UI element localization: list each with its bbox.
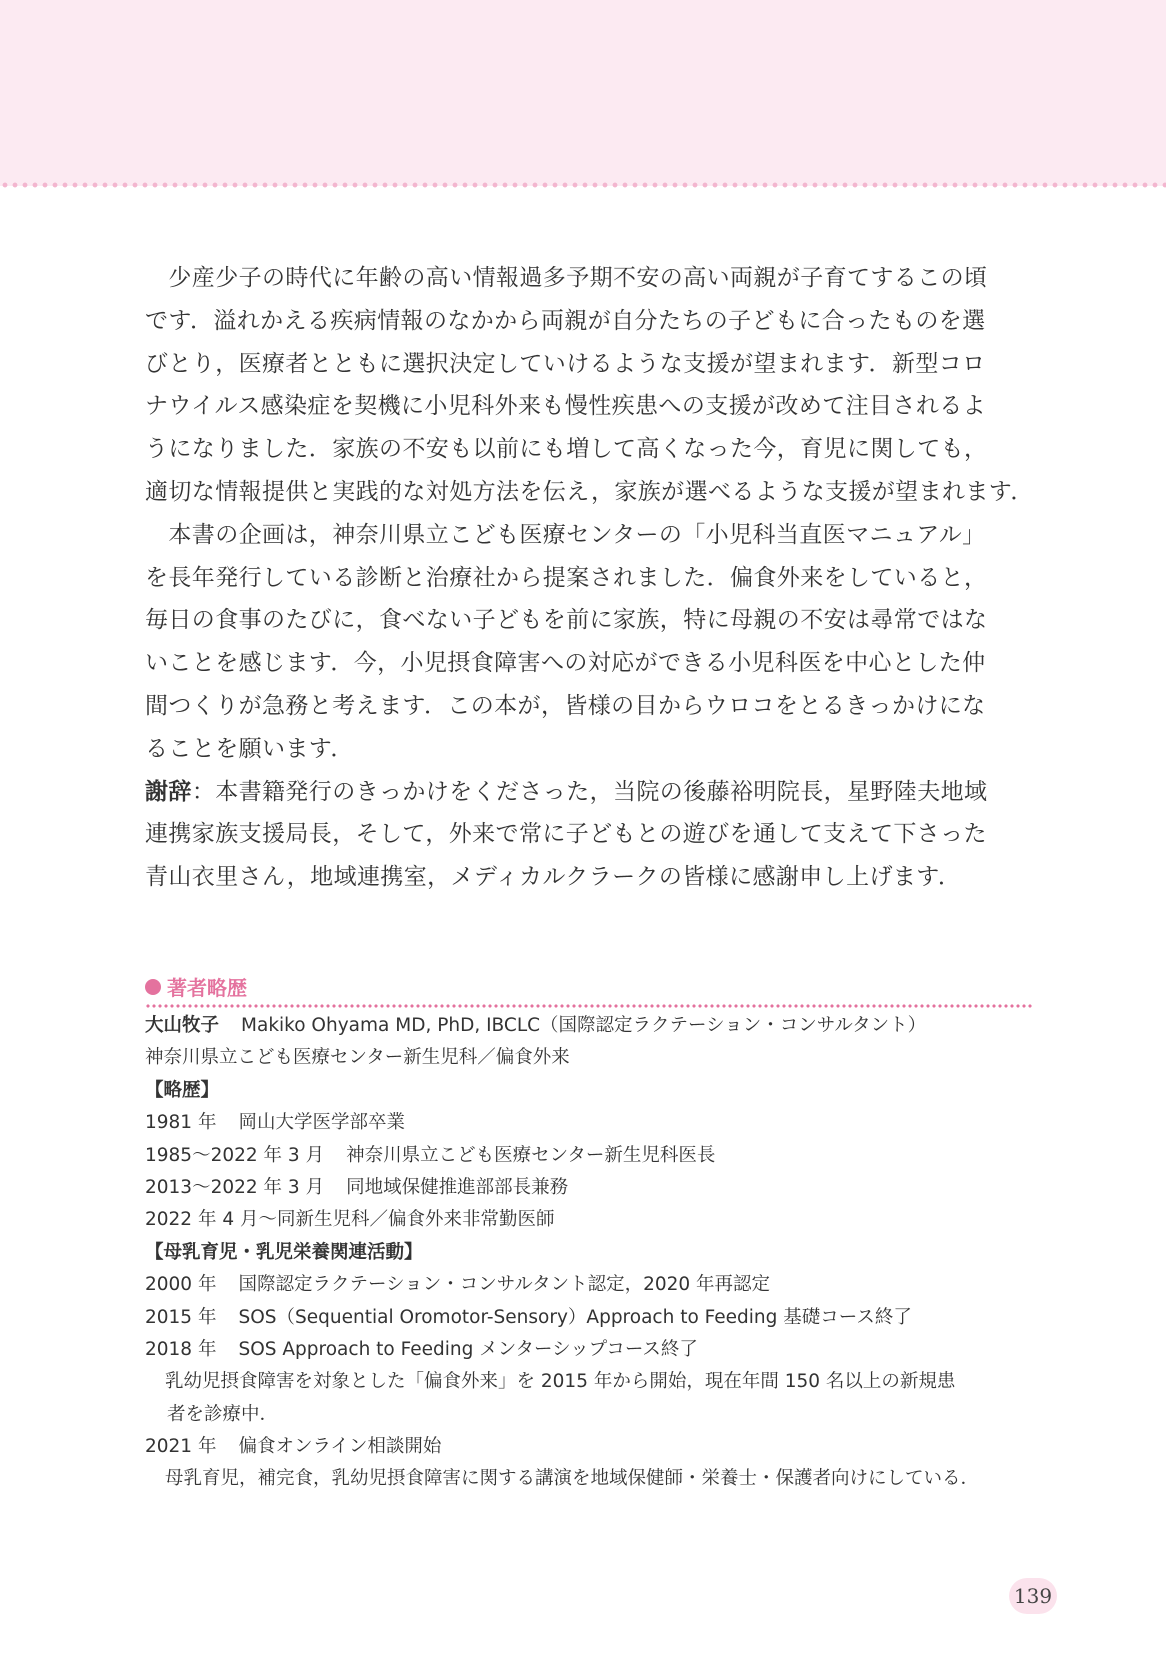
author-affiliation: 神奈川県立こども医療センター新生児科／偏食外来 bbox=[145, 1047, 570, 1069]
preface-line: です．溢れかえる疾病情報のなかから両親が自分たちの子どもに合ったものを選 bbox=[145, 307, 986, 334]
career-item bbox=[145, 1204, 1045, 1236]
career-year: 1985～2022 年 3 月 bbox=[145, 1144, 325, 1166]
section-dotted-rule bbox=[145, 1004, 1033, 1008]
author-profile-heading bbox=[145, 972, 1035, 1004]
activity-note-line: 者を診療中． bbox=[167, 1403, 279, 1425]
preface-line: 間つくりが急務と考えます．この本が，皆様の目からウロコをとるきっかけにな bbox=[145, 692, 986, 719]
preface-line: ることを願います． bbox=[145, 735, 354, 762]
activity-note-line: 母乳育児，補完食，乳幼児摂食障害に関する講演を地域保健師・栄養士・保護者向けにしている． bbox=[165, 1468, 980, 1490]
career-item bbox=[145, 1140, 1045, 1172]
career-item bbox=[145, 1172, 1045, 1204]
activity-text: 国際認定ラクテーション・コンサルタント認定，2020 年再認定 bbox=[238, 1274, 771, 1296]
header-band bbox=[0, 0, 1166, 186]
activity-text: SOS Approach to Feeding メンターシップコース終了 bbox=[238, 1338, 698, 1360]
career-item bbox=[145, 1107, 1045, 1139]
career-year: 2022 年 4 月～同新生児科／偏食外来非常勤医師 bbox=[145, 1209, 555, 1231]
thanks-text: ：本書籍発行のきっかけをくださった，当院の後藤裕明院長，星野陸夫地域 bbox=[191, 778, 988, 805]
author-profile bbox=[145, 1010, 1045, 1496]
preface-line: 適切な情報提供と実践的な対処方法を伝え，家族が選べるような支援が望まれます． bbox=[145, 478, 1034, 505]
activity-year: 2015 年 bbox=[145, 1306, 217, 1328]
activity-note-line: 乳幼児摂食障害を対象とした「偏食外来」を 2015 年から開始，現在年間 150 名以上の新規患 bbox=[165, 1371, 956, 1393]
preface-line: びとり，医療者とともに選択決定していけるような支援が望まれます．新型コロ bbox=[145, 350, 986, 377]
author-name-row bbox=[145, 1010, 1045, 1042]
preface-line: うになりました．家族の不安も以前にも増して高くなった今，育児に関しても， bbox=[145, 436, 988, 463]
preface-line: ナウイルス感染症を契機に小児科外来も慢性疾患への支援が改めて注目されるよ bbox=[145, 393, 987, 420]
activity-item bbox=[145, 1431, 1045, 1463]
career-year: 2013～2022 年 3 月 bbox=[145, 1176, 325, 1198]
activity-item bbox=[145, 1269, 1045, 1301]
header-dotted-border bbox=[0, 181, 1166, 189]
career-text: 同地域保健推進部部長兼務 bbox=[346, 1176, 569, 1198]
activity-year: 2000 年 bbox=[145, 1274, 217, 1296]
activities-heading: 【母乳育児・乳児栄養関連活動】 bbox=[145, 1241, 423, 1263]
author-name-en: Makiko Ohyama MD, PhD, IBCLC（国際認定ラクテーション・コンサルタント） bbox=[241, 1015, 927, 1036]
activity-text: 偏食オンライン相談開始 bbox=[238, 1436, 442, 1458]
preface-line: 本書の企画は，神奈川県立こども医療センターの「小児科当直医マニュアル」 bbox=[145, 521, 986, 548]
career-heading: 【略歴】 bbox=[145, 1079, 220, 1101]
preface-line: 毎日の食事のたびに，食べない子どもを前に家族，特に母親の不安は尋常ではな bbox=[145, 607, 988, 634]
activity-year: 2018 年 bbox=[145, 1338, 217, 1360]
preface-body bbox=[145, 257, 1045, 899]
section-title: 著者略歴 bbox=[167, 976, 247, 1000]
activity-year: 2021 年 bbox=[145, 1436, 217, 1458]
preface-line: を長年発行している診断と治療社から提案されました．偏食外来をしていると， bbox=[145, 564, 988, 591]
thanks-line bbox=[145, 771, 1045, 814]
thanks-line: 連携家族支援局長，そして，外来で常に子どもとの遊びを通して支えて下さった bbox=[145, 821, 987, 848]
thanks-label: 謝辞 bbox=[145, 778, 192, 805]
activity-item bbox=[145, 1302, 1045, 1334]
activity-text: SOS（Sequential Oromotor-Sensory）Approach to Feeding 基礎コース終了 bbox=[238, 1306, 912, 1328]
author-name: 大山牧子 bbox=[145, 1015, 220, 1036]
page-number: 139 bbox=[1009, 1578, 1057, 1614]
preface-line: 少産少子の時代に年齢の高い情報過多予期不安の高い両親が子育てするこの頃 bbox=[145, 265, 988, 291]
career-year: 1981 年 bbox=[145, 1112, 217, 1134]
activity-item bbox=[145, 1334, 1045, 1366]
bullet-dot-icon bbox=[145, 979, 161, 995]
preface-line: いことを感じます．今，小児摂食障害への対応ができる小児科医を中心とした仲 bbox=[145, 650, 986, 677]
career-text: 神奈川県立こども医療センター新生児科医長 bbox=[346, 1144, 716, 1166]
thanks-line: 青山衣里さん，地域連携室，メディカルクラークの皆様に感謝申し上げます． bbox=[145, 864, 962, 891]
career-text: 岡山大学医学部卒業 bbox=[238, 1112, 405, 1134]
